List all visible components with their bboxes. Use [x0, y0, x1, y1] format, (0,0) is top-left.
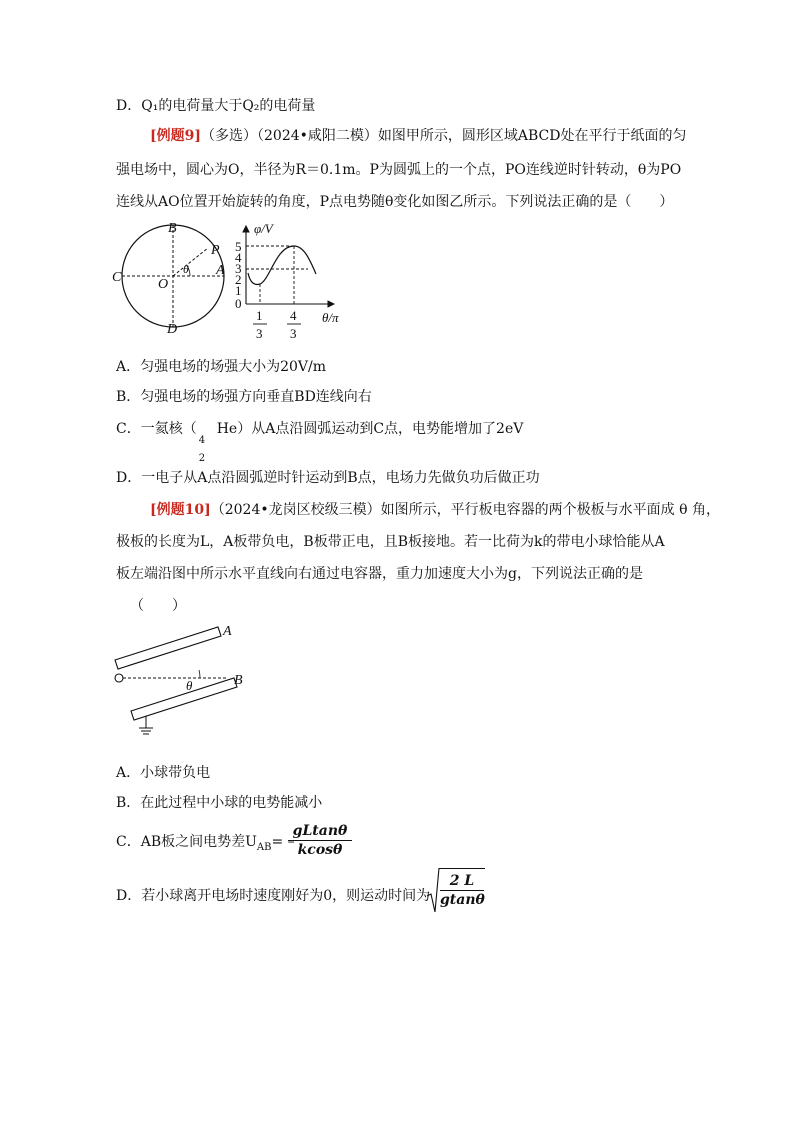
ex10-tag: [例题10]	[150, 502, 211, 518]
graph-ylabel: φ/V	[254, 222, 273, 236]
helium-mass-number: 4	[198, 435, 206, 446]
ex9-circle-figure	[108, 218, 238, 340]
ex9-option-c	[116, 419, 524, 464]
sqrt-numerator: 2 L	[440, 872, 484, 891]
ex10-option-b: B．在此过程中小球的电势能减小	[116, 795, 323, 811]
ex10-option-a: A．小球带负电	[116, 765, 211, 781]
ytick-0: 0	[235, 296, 242, 311]
q8-option-d: D．Q₁的电荷量大于Q₂的电荷量	[116, 98, 316, 114]
angle-theta-label: θ	[186, 678, 193, 693]
ex9-option-d: D．一电子从A点沿圆弧逆时针运动到B点，电场力先做负功后做正功	[116, 470, 540, 486]
ex9-option-a: A．匀强电场的场强大小为20V/m	[116, 359, 327, 375]
xtick2-num: 4	[290, 308, 297, 323]
sqrt-bar	[439, 868, 485, 869]
label-b: B	[168, 221, 177, 236]
helium-charge-number: 2	[198, 453, 206, 464]
ex10-option-c-equals: = –	[271, 834, 295, 850]
ex10-line2: 极板的长度为L，A板带负电，B板带正电，且B板接地。若一比荷为k的带电小球恰能从A	[116, 534, 665, 550]
ex10-option-c-pre: C．AB板之间电势差U	[116, 834, 257, 850]
label-c: C	[112, 270, 122, 285]
ex10-text1: （2024•龙岗区校级三模）如图所示，平行板电容器的两个极板与水平面成 θ 角，	[210, 502, 720, 518]
ex10-option-d-fraction	[440, 872, 484, 909]
fraction-denominator: kcosθ	[297, 842, 343, 858]
sqrt-denominator: gtanθ	[440, 892, 485, 908]
ex9-line2: 强电场中，圆心为O，半径为R＝0.1m。P为圆弧上的一个点，PO连线逆时针转动，θ为PO	[116, 162, 682, 178]
ytick-5: 5	[235, 239, 242, 254]
ex9-graph-figure	[228, 222, 358, 347]
ex10-line1	[150, 500, 720, 520]
ex10-option-c	[116, 832, 295, 858]
ytick-1: 1	[235, 283, 242, 298]
label-a: A	[216, 263, 225, 278]
ytick-4: 4	[235, 250, 242, 265]
fraction-numerator: gLtanθ	[288, 822, 352, 841]
graph-xlabel: θ/π	[322, 310, 339, 325]
ytick-3: 3	[235, 261, 242, 276]
capacitor-figure	[110, 620, 260, 740]
sqrt-sign	[426, 866, 440, 916]
xtick1-den: 3	[256, 326, 263, 341]
ex9-line3: 连线从AO位置开始旋转的角度，P点电势随θ变化如图乙所示。下列说法正确的是（ ）	[116, 194, 674, 210]
plate-a-label: A	[223, 624, 232, 639]
label-d: D	[167, 322, 178, 337]
ex9-option-c-pre: C．一氦核（	[116, 421, 197, 437]
label-p: P	[211, 243, 220, 258]
plate-b-label: B	[234, 673, 243, 688]
label-o: O	[158, 277, 169, 292]
label-theta: θ	[183, 262, 189, 276]
ex9-option-b: B．匀强电场的场强方向垂直BD连线向右	[116, 389, 372, 405]
ex10-line3: 板左端沿图中所示水平直线向右通过电容器，重力加速度大小为g，下列说法正确的是	[116, 566, 643, 582]
ex10-option-d: D．若小球离开电场时速度刚好为0，则运动时间为	[116, 888, 431, 904]
ex10-option-c-subscript: AB	[256, 842, 272, 853]
ex9-line1	[150, 126, 686, 146]
ex10-line4: （ ）	[130, 598, 186, 614]
ytick-2: 2	[235, 272, 242, 287]
ex9-tag: [例题9]	[150, 128, 201, 144]
xtick2-den: 3	[290, 326, 297, 341]
helium-symbol: He	[216, 421, 238, 437]
ex9-text1: （多选）（2024•咸阳二模）如图甲所示，圆形区域ABCD处在平行于纸面的匀	[201, 128, 687, 144]
ex9-option-c-post: ）从A点沿圆弧运动到C点，电势能增加了2eV	[237, 421, 524, 437]
xtick1-num: 1	[256, 308, 263, 323]
ex10-option-c-fraction	[288, 822, 352, 859]
